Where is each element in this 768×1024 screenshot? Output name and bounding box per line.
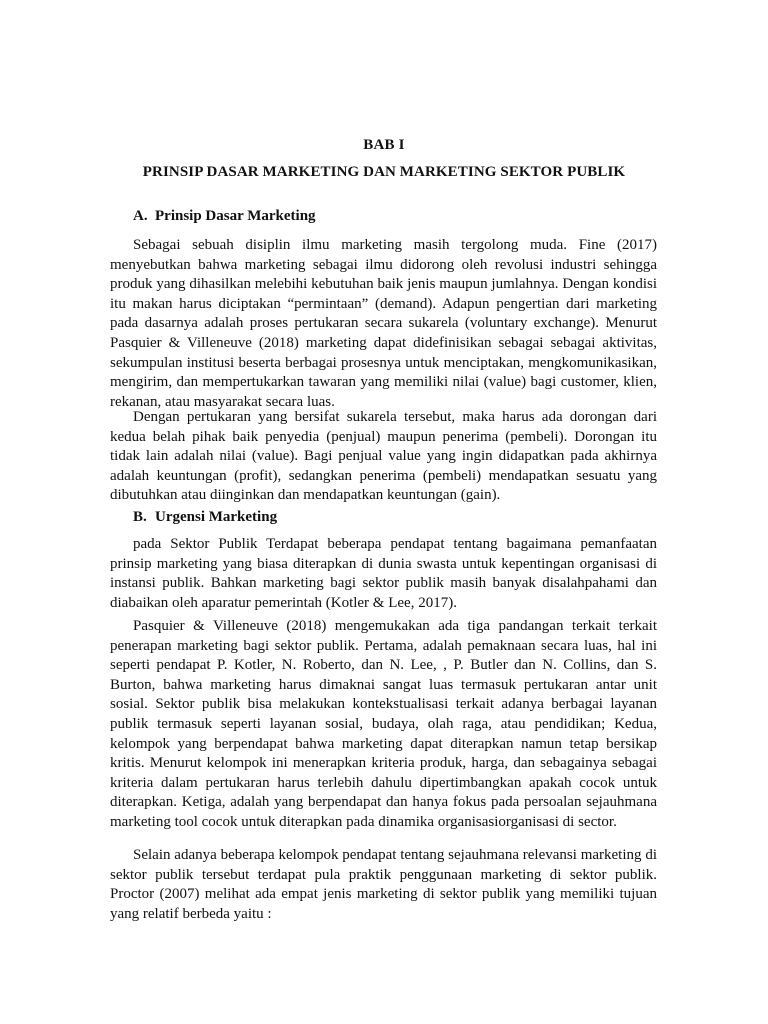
chapter-label: BAB I bbox=[363, 137, 405, 153]
section-b-paragraph-2: Pasquier & Villeneuve (2018) mengemukakan ada tiga pandangan terkait terkait penerapan marketing bagi sektor publik. Pertama, adalah pemaknaan secara luas, hal ini seperti pendapat P. Kotler, N. Roberto, dan N. Lee, , P. Butler dan N. Collins, dan S. Burton, bahwa marketing harus dimaknai sangat luas termasuk pertukaran antar unit sosial. Sektor publik bisa melakukan kontekstualisasi terkait adanya berbagai layanan publik termasuk seperti layanan sosial, budaya, olah raga, atau pendidikan; Kedua, kelompok yang berpendapat bahwa marketing dapat diterapkan namun tetap bersikap kritis. Menurut kelompok ini menerapkan kriteria produk, harga, dan sebagainya sebagai kriteria dalam pertukaran harus terlebih dahulu dipertimbangkan apakah cocok untuk diterapkan. Ketiga, adalah yang berpendapat dan hanya fokus pada persoalan sejauhmana marketing tool cocok untuk diterapkan pada dinamika organisasiorganisasi di sector. bbox=[110, 618, 657, 830]
section-b-paragraph-3: Selain adanya beberapa kelompok pendapat tentang sejauhmana relevansi marketing di sektor publik tersebut terdapat pula praktik penggunaan marketing di sektor publik. Proctor (2007) melihat ada empat jenis marketing di sektor publik yang memiliki tujuan yang relatif berbeda yaitu : bbox=[110, 847, 657, 922]
section-b-paragraph-1: pada Sektor Publik Terdapat beberapa pendapat tentang bagaimana pemanfaatan prinsip marketing yang biasa diterapkan di dunia swasta untuk kepentingan organisasi di instansi publik. Bahkan marketing bagi sektor publik masih banyak disalahpahami dan diabaikan oleh aparatur pemerintah (Kotler & Lee, 2017). bbox=[110, 536, 657, 611]
section-a-heading bbox=[133, 208, 316, 225]
section-b-label: B. bbox=[133, 509, 147, 525]
chapter-title: PRINSIP DASAR MARKETING DAN MARKETING SEKTOR PUBLIK bbox=[142, 164, 626, 180]
section-a-title: Prinsip Dasar Marketing bbox=[155, 208, 316, 224]
section-b-heading bbox=[133, 509, 277, 526]
section-a-paragraph-1: Sebagai sebuah disiplin ilmu marketing masih tergolong muda. Fine (2017) menyebutkan bahwa marketing sebagai ilmu didorong oleh revolusi industri sehingga produk yang dihasilkan melebihi kebutuhan baik jenis maupun jumlahnya. Dengan kondisi itu makan harus diciptakan “permintaan” (demand). Adapun pengertian dari marketing pada dasarnya adalah proses pertukaran secara sukarela (voluntary exchange). Menurut Pasquier & Villeneuve (2018) marketing dapat didefinisikan sebagai sebagai aktivitas, sekumpulan institusi beserta berbagai prosesnya untuk menciptakan, mengkomunikasikan, mengirim, dan mempertukarkan tawaran yang memiliki nilai (value) bagi customer, klien, rekanan, atau masyarakat secara luas. bbox=[110, 237, 657, 410]
section-b-title: Urgensi Marketing bbox=[155, 509, 278, 525]
section-a-label: A. bbox=[133, 208, 148, 224]
section-a-paragraph-2: Dengan pertukaran yang bersifat sukarela tersebut, maka harus ada dorongan dari kedua belah pihak baik penyedia (penjual) maupun penerima (pembeli). Dorongan itu tidak lain adalah nilai (value). Bagi penjual value yang ingin didapatkan pada akhirnya adalah keuntungan (profit), sedangkan penerima (pembeli) mendapatkan sesuatu yang dibutuhkan atau diinginkan dan mendapatkan keuntungan (gain). bbox=[110, 409, 657, 504]
